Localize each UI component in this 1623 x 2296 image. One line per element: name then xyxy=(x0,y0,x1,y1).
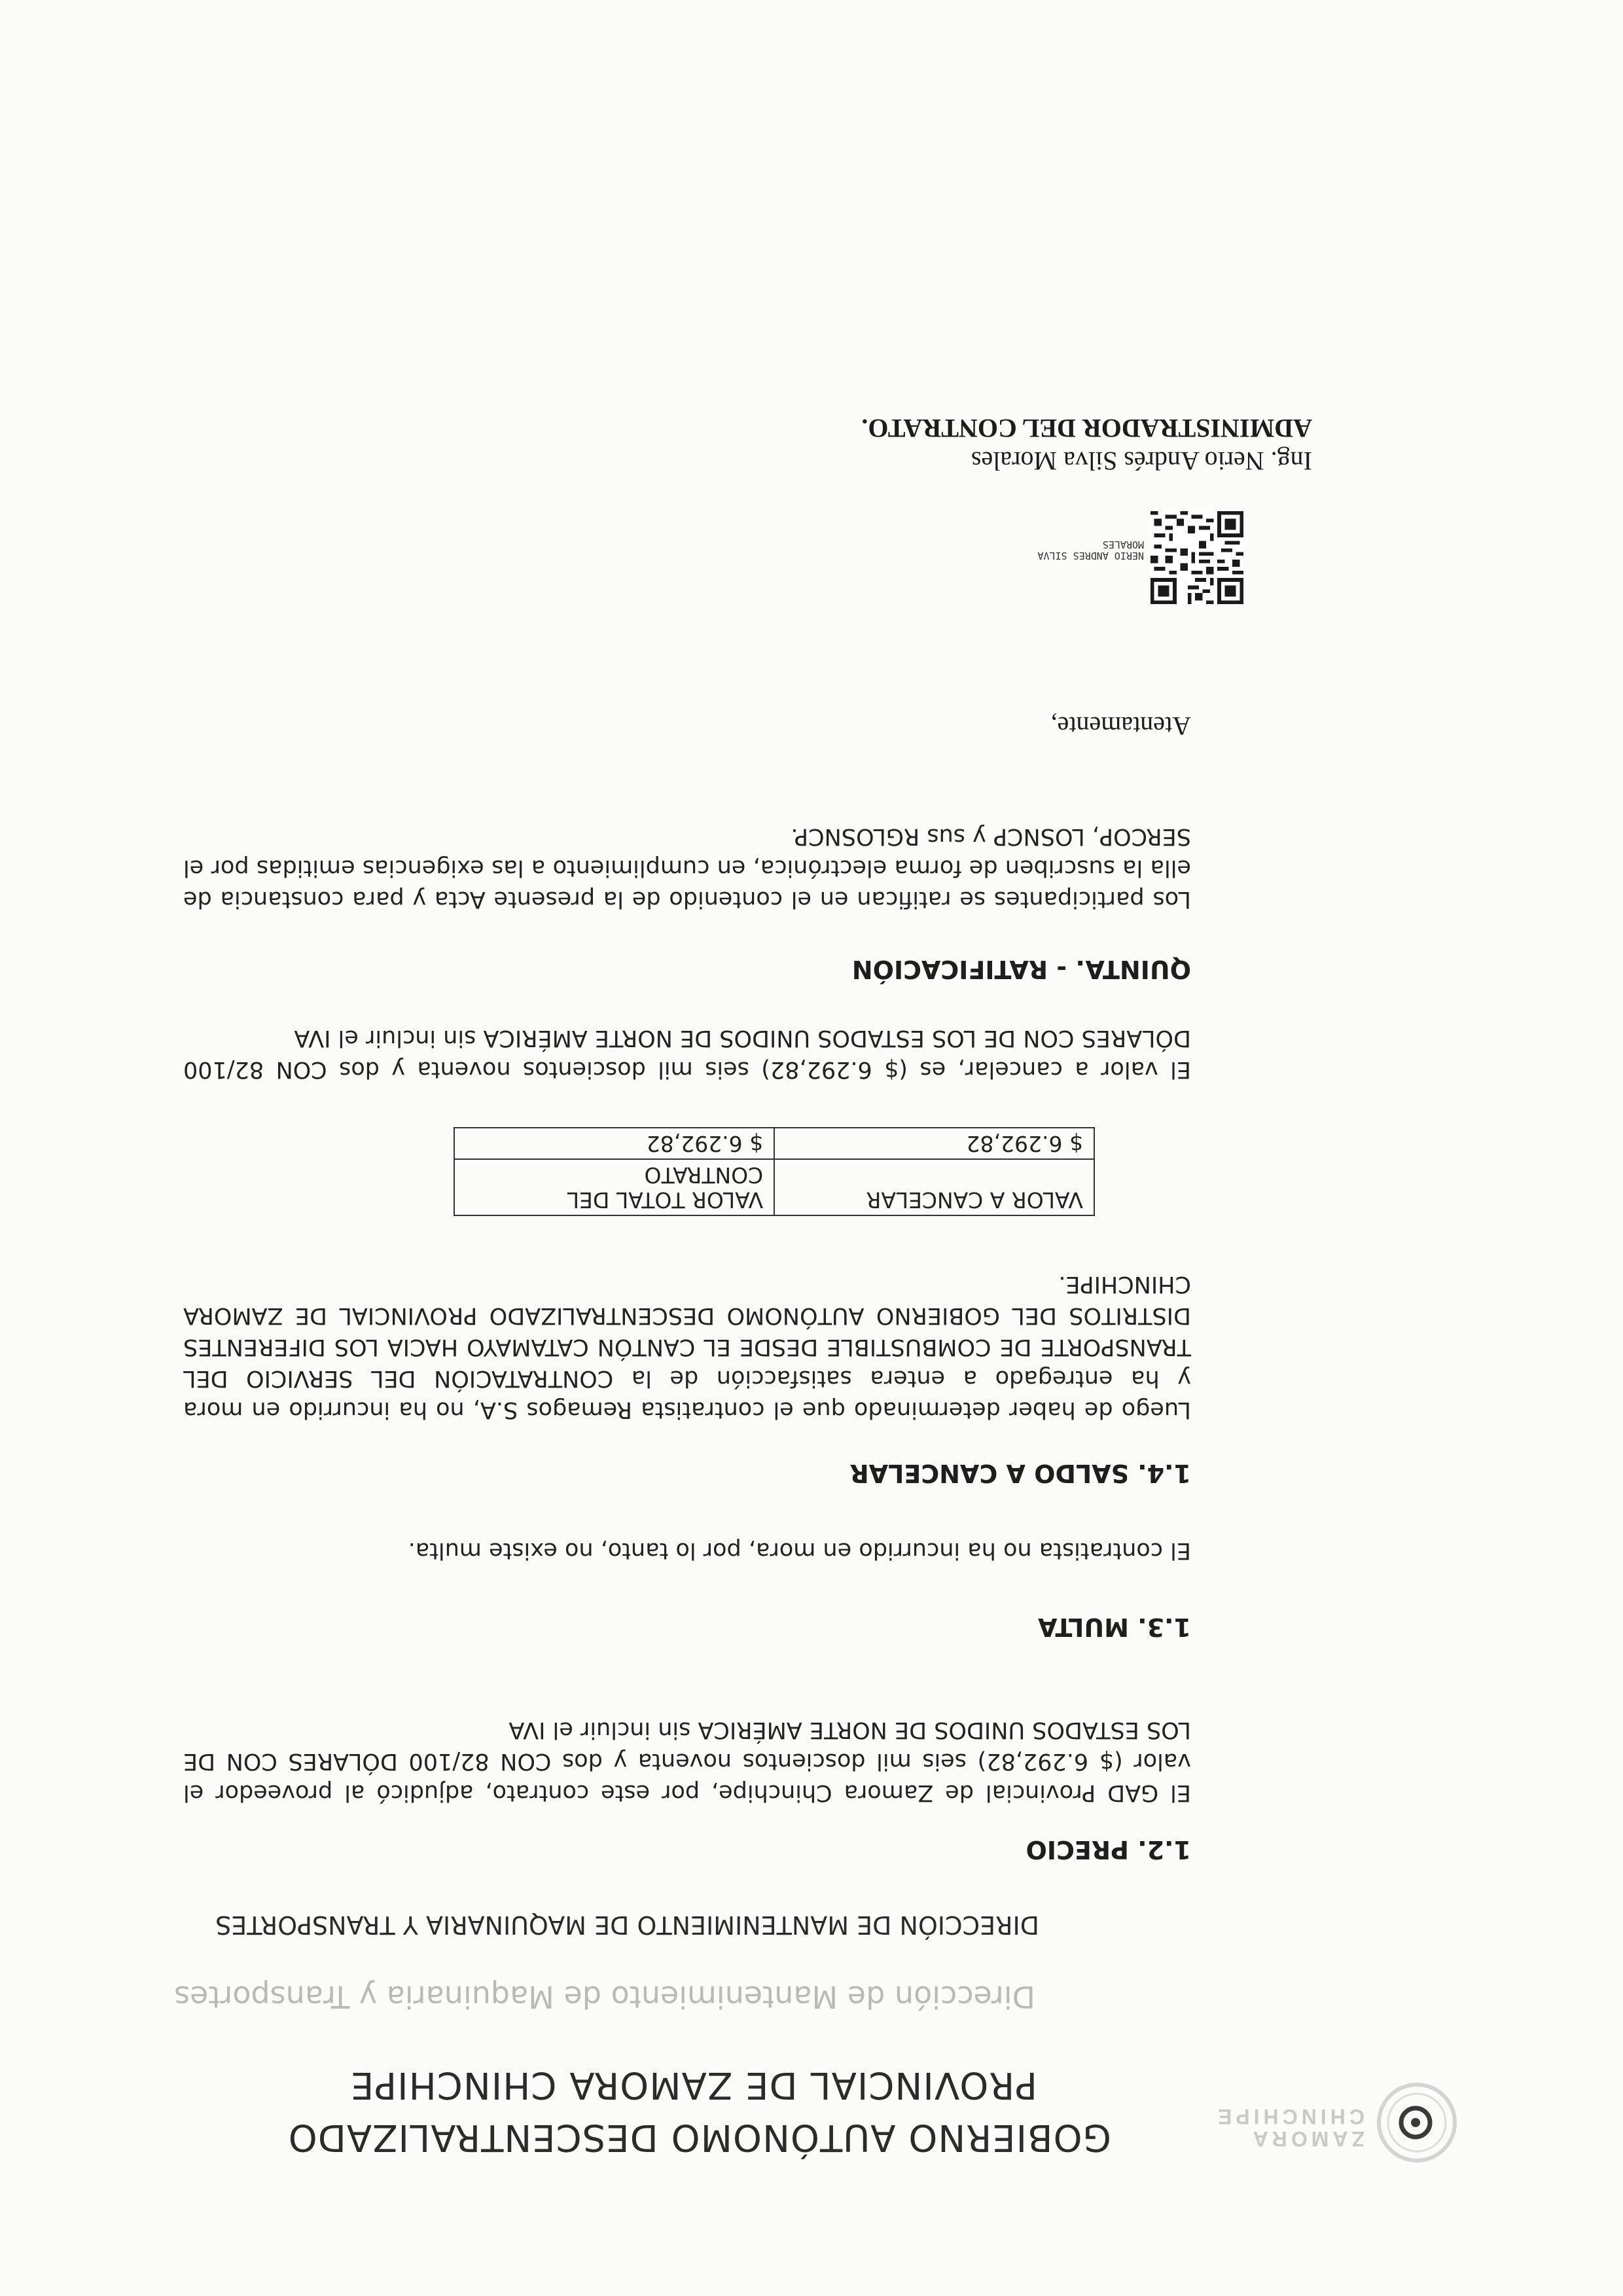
table-header-row xyxy=(454,1159,1094,1215)
paragraph-multa xyxy=(183,1535,1191,1566)
section-title-saldo: 1.4. SALDO A CANCELAR xyxy=(849,1459,1191,1488)
logo-text-line2: CHINCHIPE xyxy=(1213,2105,1364,2128)
paragraph-quinta xyxy=(183,821,1191,915)
section-title-quinta: QUINTA. - RATIFICACIÓN xyxy=(851,955,1191,984)
institution-title-line2: PROVINCIAL DE ZAMORA CHINCHIPE xyxy=(349,2064,1037,2106)
electronic-signature xyxy=(1021,506,1243,604)
paragraph-saldo-2-text: El valor a cancelar, es ($ 6.292,82) seis mil doscientos noventa y dos CON 82/100 DÓLARES CON DE LOS ESTADOS UNIDOS DE NORTE AMÉRICA sin incluir el IVA xyxy=(183,1025,1191,1083)
signer-name: Ing. Nerio Andrés Silva Morales xyxy=(971,446,1312,476)
provincial-seal-icon xyxy=(1371,2077,1463,2168)
section-title-multa: 1.3. MULTA xyxy=(1038,1613,1191,1641)
closing-text: Atentamente, xyxy=(1050,711,1191,741)
paragraph-saldo xyxy=(183,1268,1191,1426)
department-subtitle: Dirección de Mantenimiento de Maquinaria y Transportes xyxy=(174,1979,1035,2015)
qr-code-icon xyxy=(1150,511,1243,604)
logo-text-line1: ZAMORA xyxy=(1249,2127,1364,2151)
paragraph-quinta-text: Los participantes se ratifican en el contenido de la presente Acta y para constancia de ella la suscriben de forma electrónica, en cumplimiento a las exigencias emitidas por el SERCOP, LOSNCP y sus RGLOSNCP. xyxy=(183,823,1191,912)
qr-signer-name-line1: NERIO ANDRES SILVA xyxy=(1037,550,1144,562)
section-title-precio: 1.2. PRECIO xyxy=(1026,1835,1191,1864)
paragraph-saldo-2 xyxy=(183,1022,1191,1085)
paragraph-precio-text: El GAD Provincial de Zamora Chinchipe, por este contrato, adjudicó al proveedor el valor ($ 6.292,82) seis mil doscientos noventa y dos CON 82/100 DÓLARES CON DE LOS ESTADOS UNIDOS DE NORTE AMÉRICA sin incluir el IVA xyxy=(183,1717,1191,1806)
table-cell-valor-cancelar: $ 6.292,82 xyxy=(774,1128,1094,1159)
paragraph-multa-text: El contratista no ha incurrido en mora, por lo tanto, no existe multa. xyxy=(408,1537,1191,1564)
table-header-valor-total: VALOR TOTAL DEL CONTRATO xyxy=(454,1159,774,1215)
payment-table xyxy=(454,1127,1095,1216)
table-cell-valor-total: $ 6.292,82 xyxy=(454,1128,774,1159)
table-row xyxy=(454,1128,1094,1159)
institution-title-line1: GOBIERNO AUTÓNOMO DESCENTRALIZADO xyxy=(287,2116,1111,2159)
logo xyxy=(1201,2077,1463,2168)
department-heading: DIRECCIÓN DE MANTENIMIENTO DE MAQUINARIA Y TRANSPORTES xyxy=(215,1910,1039,1939)
paragraph-saldo-text: Luego de haber determinado que el contratista Remagos S.A, no ha incurrido en mora y ha entregado a entera satisfacción de la CONTRATACIÓN DEL SERVICIO DEL TRANSPORTE DE COMBUSTIBLE DESDE EL CANTÓN CATAMAYO HACIA LOS DIFERENTES DISTRITOS DEL GOBIERNO AUTÓNOMO DESCENTRALIZADO PROVINCIAL DE ZAMORA CHINCHIPE. xyxy=(183,1271,1191,1423)
qr-signer-name-line2: MORALES xyxy=(1102,539,1144,550)
paragraph-precio xyxy=(183,1714,1191,1808)
signer-role: ADMINISTRADOR DEL CONTRATO. xyxy=(861,414,1312,443)
table-header-valor-cancelar: VALOR A CANCELAR xyxy=(774,1159,1094,1215)
